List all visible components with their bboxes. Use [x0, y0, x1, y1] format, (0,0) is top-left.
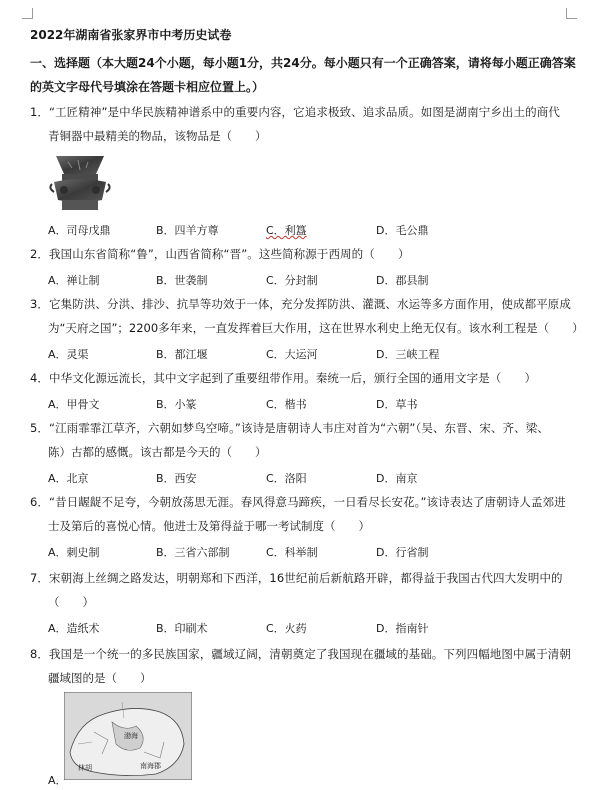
- option-b[interactable]: B．都江堰: [156, 348, 208, 361]
- question-2-line1: 2．我国山东省简称“鲁”，山西省简称“晋”。这些简称源于西周的（ ）: [30, 247, 410, 261]
- option-a[interactable]: A．禅让制: [48, 274, 100, 287]
- question-3-line2: 为“天府之国”；2200多年来，一直发挥着巨大作用，这在世界水利史上绝无仅有。该水利工程是（ ）: [48, 321, 584, 335]
- option-b[interactable]: B．世袭制: [156, 274, 208, 287]
- option-c[interactable]: C．大运河: [266, 348, 318, 361]
- option-d[interactable]: D．行省制: [376, 546, 429, 559]
- section-heading-line1: 一、选择题（本大题24个小题，每小题1分，共24分。每小题只有一个正确答案，请将每小题正确答案: [30, 56, 576, 70]
- option-a[interactable]: A．甲骨文: [48, 398, 100, 411]
- question-4-options: [48, 396, 568, 412]
- exam-title: 2022年湖南省张家界市中考历史试卷: [30, 28, 232, 42]
- option-c[interactable]: C．利簋: [266, 224, 307, 237]
- question-6-line1: 6．“昔日龌龊不足夸，今朝放荡思无涯。春风得意马蹄疾，一日看尽长安花。”该诗表达了唐朝诗人孟郊进: [30, 495, 566, 509]
- option-b[interactable]: B．西安: [156, 472, 197, 485]
- question-5-options: [48, 470, 568, 486]
- option-d[interactable]: D．三峡工程: [376, 348, 440, 361]
- question-4-line1: 4．中华文化源远流长，其中文字起到了重要纽带作用。秦统一后，颁行全国的通用文字是（ ）: [30, 371, 537, 385]
- option-a[interactable]: A．刺史制: [48, 546, 100, 559]
- option-d[interactable]: D．草书: [376, 398, 418, 411]
- option-a[interactable]: A．司母戊鼎: [48, 224, 111, 237]
- crop-mark-top-right: [566, 8, 577, 19]
- option-b[interactable]: B．印刷术: [156, 622, 208, 635]
- question-3-options: [48, 346, 568, 362]
- option-b[interactable]: B．四羊方尊: [156, 224, 219, 237]
- question-7-line2: （ ）: [48, 595, 94, 609]
- option-a[interactable]: A．造纸术: [48, 622, 100, 635]
- question-7-line1: 7．宋朝海上丝绸之路发达，明朝郑和下西洋，16世纪前后新航路开辟，都得益于我国古代四大发明中的: [30, 571, 563, 585]
- option-a[interactable]: A．: [48, 774, 67, 787]
- map-label-left: 林胡: [78, 764, 92, 772]
- option-a[interactable]: A．灵渠: [48, 348, 89, 361]
- option-d[interactable]: D．指南针: [376, 622, 429, 635]
- question-1-options: [48, 222, 568, 238]
- question-8-options: [48, 772, 568, 788]
- map-label-top: 渤海: [124, 732, 138, 740]
- question-8-line1: 8．我国是一个统一的多民族国家，疆域辽阔，清朝奠定了我国现在疆域的基础。下列四幅地图中属于清朝: [30, 647, 572, 661]
- question-5-line1: 5．“江雨霏霏江草齐，六朝如梦鸟空啼。”该诗是唐朝诗人韦庄对首为“六朝”（吴、东晋、宋、齐、梁、: [30, 421, 549, 435]
- option-d[interactable]: D．郡县制: [376, 274, 429, 287]
- crop-mark-top-left: [22, 8, 33, 19]
- option-a[interactable]: A．北京: [48, 472, 89, 485]
- option-c[interactable]: C．分封制: [266, 274, 318, 287]
- question-1-line1: 1．“工匠精神”是中华民族精神谱系中的重要内容，它追求极致、追求品质。如图是湖南宁乡出土的商代: [30, 105, 560, 119]
- question-1-line2: 青铜器中最精美的物品，该物品是（ ）: [48, 129, 267, 143]
- question-7-options: [48, 620, 568, 636]
- option-c[interactable]: C．科举制: [266, 546, 318, 559]
- section-heading-line2: 的英文字母代号填涂在答题卡相应位置上。）: [30, 80, 265, 94]
- bronze-vessel-image: [48, 152, 112, 214]
- option-b[interactable]: B．三省六部制: [156, 546, 230, 559]
- option-c[interactable]: C．火药: [266, 622, 307, 635]
- historical-map-image: [64, 692, 192, 780]
- question-2-options: [48, 272, 568, 288]
- question-8-line2: 疆域图的是（ ）: [48, 671, 152, 685]
- option-c[interactable]: C．洛阳: [266, 472, 307, 485]
- option-c[interactable]: C．楷书: [266, 398, 307, 411]
- question-3-line1: 3．它集防洪、分洪、排沙、抗旱等功效于一体，充分发挥防洪、灌溉、水运等多方面作用，使成都平原成: [30, 297, 572, 311]
- question-5-line2: 陈）古都的感慨。该古都是今天的（ ）: [48, 445, 267, 459]
- question-6-line2: 士及第后的喜悦心情。他进士及第得益于哪一考试制度（ ）: [48, 519, 370, 533]
- map-label-right: 南海郡: [140, 762, 161, 770]
- option-d[interactable]: D．南京: [376, 472, 418, 485]
- option-b[interactable]: B．小篆: [156, 398, 197, 411]
- question-6-options: [48, 544, 568, 560]
- option-d[interactable]: D．毛公鼎: [376, 224, 429, 237]
